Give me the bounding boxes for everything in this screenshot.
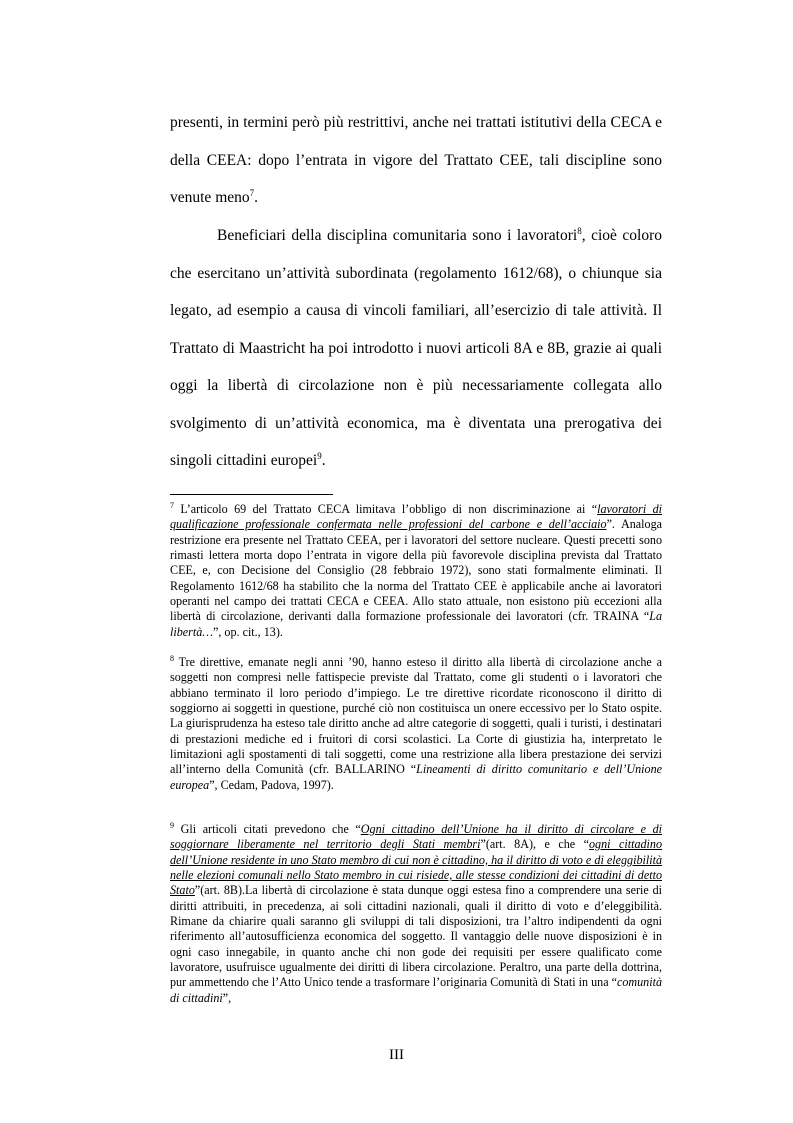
footnote-quote: ogni cittadino dell’Unione residente in uno Stato membro di cui non è cittadino, ha il diritto di voto e di eleggibilità nelle elezioni comunali nello Stato membro in cui risiede, alle stesse condizioni dei cittadini di detto Stato xyxy=(170,837,662,898)
footnote-text: Gli articoli citati prevedono che “ xyxy=(174,822,361,836)
footnote-number: 9 xyxy=(170,820,174,830)
footnote-9 xyxy=(170,822,662,1006)
citation-title: Lineamenti di diritto comunitario e dell’Unione europea xyxy=(170,762,662,792)
footnote-quote: Ogni cittadino dell’Unione ha il diritto di circolare e di soggiornare liberamente nel territorio degli Stati membri xyxy=(170,822,662,852)
footnote-text: ”(art. 8B).La libertà di circolazione è stata dunque oggi estesa fino a comprendere una serie di diritti attribuiti, in precedenza, ai soli cittadini nazionali, quali il diritto di voto e d’eleggibilità. Rimane da chiarire quali saranno gli sviluppi di tali disposizioni, tra l’altro indipendenti da ogni riferimento all’autosufficienza economica del soggetto. Il vantaggio delle nuove disposizioni è in ogni caso innegabile, in quanto anche chi non gode dei requisiti per essere qualificato come lavoratore, usufruisce ugualmente dei diritti di libera circolazione. Peraltro, una parte della dottrina, pur ammettendo che l’Atto Unico tende a trasformare l’originaria Comunità di Stati in una “ xyxy=(170,883,662,990)
footnote-text: ”, Cedam, Padova, 1997). xyxy=(209,777,334,792)
footnote-ref-8[interactable]: 8 xyxy=(577,225,582,236)
footnote-text: ”, op. cit., 13). xyxy=(213,624,283,639)
paragraph-end: . xyxy=(321,452,326,469)
footnote-8 xyxy=(170,655,662,793)
page-number: III xyxy=(389,1047,404,1063)
footnote-ref-9[interactable]: 9 xyxy=(317,450,322,461)
body-paragraph-1 xyxy=(170,104,662,217)
paragraph-text: presenti, in termini però più restrittivi, anche nei trattati istitutivi della CECA e della CEEA: dopo l’entrata in vigore del Trattato CEE, tali discipline sono venute meno xyxy=(170,114,662,206)
footnote-number: 8 xyxy=(170,653,174,663)
paragraph-text: Beneficiari della disciplina comunitaria sono i lavoratori xyxy=(217,227,578,244)
footnote-text: ”. Analoga restrizione era presente nel Trattato CEEA, per i lavoratori del settore nucleare. Questi precetti sono rimasti lettera morta dopo l’entrata in vigore della più favorevole disciplina prevista dal Trattato CEE, e, con Decisione del Consiglio (28 febbraio 1972), sono stati formalmente eliminati. Il Regolamento 1612/68 ha stabilito che la norma del Trattato CEE è applicabile anche ai lavoratori operanti nel campo dei trattati CECA e CEEA. Allo stato attuale, non esistono più eccezioni alla libertà di circolazione, derivanti dalla formazione professionale dei lavoratori (cfr. TRAINA “ xyxy=(170,517,662,624)
footnote-quote: lavoratori di qualificazione professionale confermata nelle professioni del carbone e dell’acciaio xyxy=(170,502,662,532)
footnote-text: ”(art. 8A), e che “ xyxy=(480,837,589,852)
paragraph-end: . xyxy=(254,189,259,206)
paragraph-text: , cioè coloro che esercitano un’attività subordinata (regolamento 1612/68), o chiunque sia legato, ad esempio a causa di vincoli familiari, all’esercizio di tale attività. Il Trattato di Maastricht ha poi introdotto i nuovi articoli 8A e 8B, grazie ai quali oggi la libertà di circolazione non è più necessariamente collegata allo svolgimento di un’attività economica, ma è diventata una prerogativa dei singoli cittadini europei xyxy=(170,227,662,469)
footnote-text: ”, xyxy=(222,990,232,1005)
footnote-separator xyxy=(170,494,333,495)
footnote-ref-7[interactable]: 7 xyxy=(249,187,255,198)
footnote-7 xyxy=(170,502,662,640)
footnote-number: 7 xyxy=(170,500,174,510)
body-paragraph-2 xyxy=(170,217,662,480)
footnote-text: Tre direttive, emanate negli anni ’90, hanno esteso il diritto alla libertà di circolazione anche a soggetti non compresi nelle fattispecie previste dal Trattato, come gli studenti o i lavoratori che abbiano terminato il loro periodo d’impiego. Le tre direttive ricordate riconoscono il diritto di soggiorno ai soggetti in questione, purché ciò non costituisca un onere eccessivo per lo Stato ospite. La giurisprudenza ha esteso tale diritto anche ad altre categorie di soggetti, quali i turisti, i destinatari di prestazioni mediche ed i fruitori di corsi scolastici. La Corte di giustizia ha, interpretato le limitazioni agli spostamenti di tali soggetti, come una restrizione alla libera prestazione dei servizi all’interno della Comunità (cfr. BALLARINO “ xyxy=(170,655,662,777)
citation-title: comunità di cittadini xyxy=(170,975,662,1005)
citation-title: La libertà… xyxy=(170,609,662,639)
footnote-text: L’articolo 69 del Trattato CECA limitava l’obbligo di non discriminazione ai “ xyxy=(174,502,598,516)
